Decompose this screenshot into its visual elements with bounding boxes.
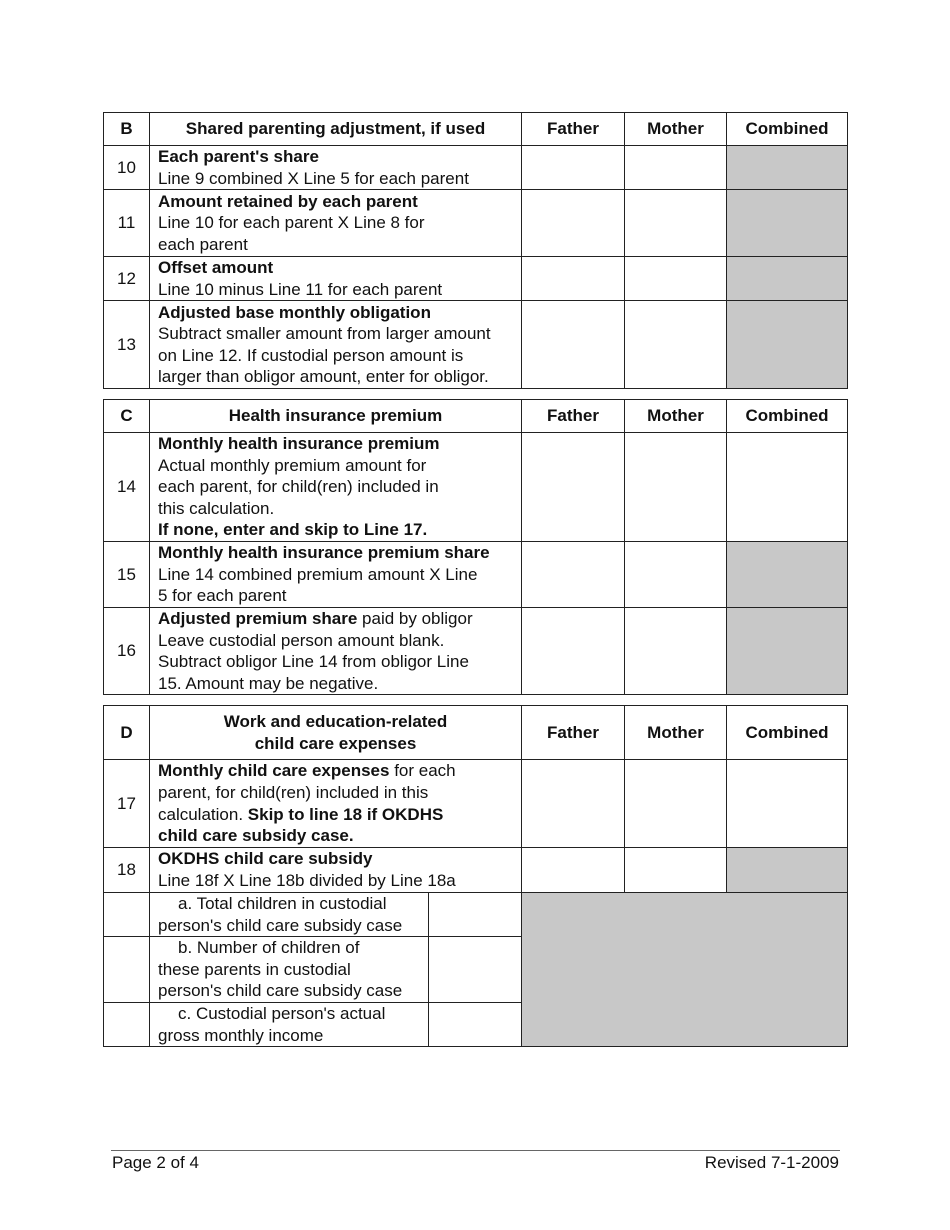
line14-mother-input[interactable] xyxy=(625,433,727,542)
line18-father-input[interactable] xyxy=(522,848,625,893)
table-row xyxy=(104,433,848,542)
line-instruction: If none, enter and skip to Line 17. xyxy=(158,520,428,540)
section-d-table xyxy=(103,705,848,1047)
line-title: Monthly child care expenses xyxy=(158,761,390,781)
line12-father-input[interactable] xyxy=(522,257,625,301)
shaded-cell xyxy=(727,190,848,257)
line-text: each parent xyxy=(158,234,248,254)
shaded-cell xyxy=(727,848,848,893)
table-row xyxy=(104,608,848,695)
shaded-area xyxy=(522,893,848,1047)
col-father-header: Father xyxy=(522,706,625,760)
line-text: larger than obligor amount, enter for obligor. xyxy=(158,367,489,387)
line17-combined-input[interactable] xyxy=(727,760,848,848)
table-row xyxy=(104,146,848,190)
line-title: Monthly health insurance premium share xyxy=(158,543,490,563)
line16-mother-input[interactable] xyxy=(625,608,727,695)
col-father-header: Father xyxy=(522,113,625,146)
section-d-title-line1: Work and education-related xyxy=(223,711,448,731)
line-text: for each xyxy=(389,761,456,781)
line-text: each parent, for child(ren) included in xyxy=(158,477,439,497)
section-b-table xyxy=(103,112,848,389)
subline-text: gross monthly income xyxy=(158,1025,324,1045)
table-row xyxy=(104,301,848,389)
line13-father-input[interactable] xyxy=(522,301,625,389)
section-c-letter: C xyxy=(104,400,150,433)
line-number: 13 xyxy=(104,301,150,389)
subline-text: person's child care subsidy case xyxy=(158,981,403,1001)
line-instruction: child care subsidy case. xyxy=(158,826,354,846)
line12-mother-input[interactable] xyxy=(625,257,727,301)
section-d-letter: D xyxy=(104,706,150,760)
line14-combined-input[interactable] xyxy=(727,433,848,542)
line-number: 10 xyxy=(104,146,150,190)
line-number: 14 xyxy=(104,433,150,542)
table-row xyxy=(104,848,848,893)
line-number: 11 xyxy=(104,190,150,257)
subline-description xyxy=(150,893,429,937)
line-description xyxy=(150,848,522,893)
line18c-input[interactable] xyxy=(429,1003,522,1047)
section-b-letter: B xyxy=(104,113,150,146)
col-mother-header: Mother xyxy=(625,706,727,760)
table-row xyxy=(104,893,848,937)
line18-mother-input[interactable] xyxy=(625,848,727,893)
line13-mother-input[interactable] xyxy=(625,301,727,389)
line-text: Line 18f X Line 18b divided by Line 18a xyxy=(158,871,456,890)
line-title: Adjusted premium share xyxy=(158,609,358,628)
line-text: parent, for child(ren) included in this xyxy=(158,782,429,802)
col-combined-header: Combined xyxy=(727,706,848,760)
line-text: Subtract obligor Line 14 from obligor Line xyxy=(158,652,469,672)
page-number: Page 2 of 4 xyxy=(112,1153,199,1172)
subline-text: a. Total children in custodial xyxy=(178,894,387,913)
line-title: Monthly health insurance premium xyxy=(158,434,440,454)
line-number: 18 xyxy=(104,848,150,893)
line-title: OKDHS child care subsidy xyxy=(158,849,373,869)
line-text: Subtract smaller amount from larger amount xyxy=(158,324,491,344)
subline-text: person's child care subsidy case xyxy=(158,915,403,935)
shaded-cell xyxy=(727,146,848,190)
page-footer xyxy=(111,1150,840,1172)
subline-text: b. Number of children of xyxy=(178,938,360,958)
subline-text: c. Custodial person's actual xyxy=(178,1004,386,1024)
line-title: Offset amount xyxy=(158,258,274,278)
line-number: 17 xyxy=(104,760,150,848)
line-text: calculation. xyxy=(158,804,248,824)
shaded-cell xyxy=(727,542,848,608)
empty-cell xyxy=(104,893,150,937)
line10-mother-input[interactable] xyxy=(625,146,727,190)
line-description xyxy=(150,608,522,695)
line-text: Line 10 minus Line 11 for each parent xyxy=(158,279,443,299)
line11-mother-input[interactable] xyxy=(625,190,727,257)
table-row xyxy=(104,257,848,301)
line10-father-input[interactable] xyxy=(522,146,625,190)
line-description xyxy=(150,146,522,190)
col-mother-header: Mother xyxy=(625,400,727,433)
shaded-cell xyxy=(727,301,848,389)
line11-father-input[interactable] xyxy=(522,190,625,257)
line-title: Adjusted base monthly obligation xyxy=(158,302,431,322)
line-text: Line 9 combined X Line 5 for each parent xyxy=(158,168,469,188)
line-instruction: Skip to line 18 if OKDHS xyxy=(247,804,444,824)
line-title-suffix: paid by obligor xyxy=(357,609,473,628)
subline-text: these parents in custodial xyxy=(158,959,351,979)
section-d-title xyxy=(150,706,522,760)
empty-cell xyxy=(104,937,150,1003)
line18b-input[interactable] xyxy=(429,937,522,1003)
line-title: Amount retained by each parent xyxy=(158,191,418,211)
line-text: on Line 12. If custodial person amount is xyxy=(158,345,464,365)
table-row xyxy=(104,190,848,257)
line-text: Line 14 combined premium amount X Line xyxy=(158,564,478,584)
line-text: 15. Amount may be negative. xyxy=(158,673,379,693)
line16-father-input[interactable] xyxy=(522,608,625,695)
line17-mother-input[interactable] xyxy=(625,760,727,848)
line-text: Leave custodial person amount blank. xyxy=(158,630,445,650)
line-description xyxy=(150,542,522,608)
line-description xyxy=(150,257,522,301)
line-description xyxy=(150,190,522,257)
section-d-title-line2: child care expenses xyxy=(254,733,417,753)
line-description xyxy=(150,760,522,848)
line-description xyxy=(150,433,522,542)
col-mother-header: Mother xyxy=(625,113,727,146)
table-row xyxy=(104,760,848,848)
line17-father-input[interactable] xyxy=(522,760,625,848)
line-number: 12 xyxy=(104,257,150,301)
line-text: Line 10 for each parent X Line 8 for xyxy=(158,213,425,233)
col-combined-header: Combined xyxy=(727,400,848,433)
shaded-cell xyxy=(727,608,848,695)
section-c-table xyxy=(103,399,848,695)
subline-description xyxy=(150,937,429,1003)
shaded-cell xyxy=(727,257,848,301)
line-text: this calculation. xyxy=(158,498,275,518)
line-number: 16 xyxy=(104,608,150,695)
col-father-header: Father xyxy=(522,400,625,433)
section-b-title: Shared parenting adjustment, if used xyxy=(150,113,522,146)
line-title: Each parent's share xyxy=(158,147,319,166)
revision-date: Revised 7-1-2009 xyxy=(704,1153,839,1172)
col-combined-header: Combined xyxy=(727,113,848,146)
table-row xyxy=(104,542,848,608)
line-number: 15 xyxy=(104,542,150,608)
line-text: Actual monthly premium amount for xyxy=(158,455,427,475)
line15-father-input[interactable] xyxy=(522,542,625,608)
empty-cell xyxy=(104,1003,150,1047)
line-description xyxy=(150,301,522,389)
section-c-title: Health insurance premium xyxy=(150,400,522,433)
line-text: 5 for each parent xyxy=(158,586,287,606)
line15-mother-input[interactable] xyxy=(625,542,727,608)
line14-father-input[interactable] xyxy=(522,433,625,542)
subline-description xyxy=(150,1003,429,1047)
line18a-input[interactable] xyxy=(429,893,522,937)
